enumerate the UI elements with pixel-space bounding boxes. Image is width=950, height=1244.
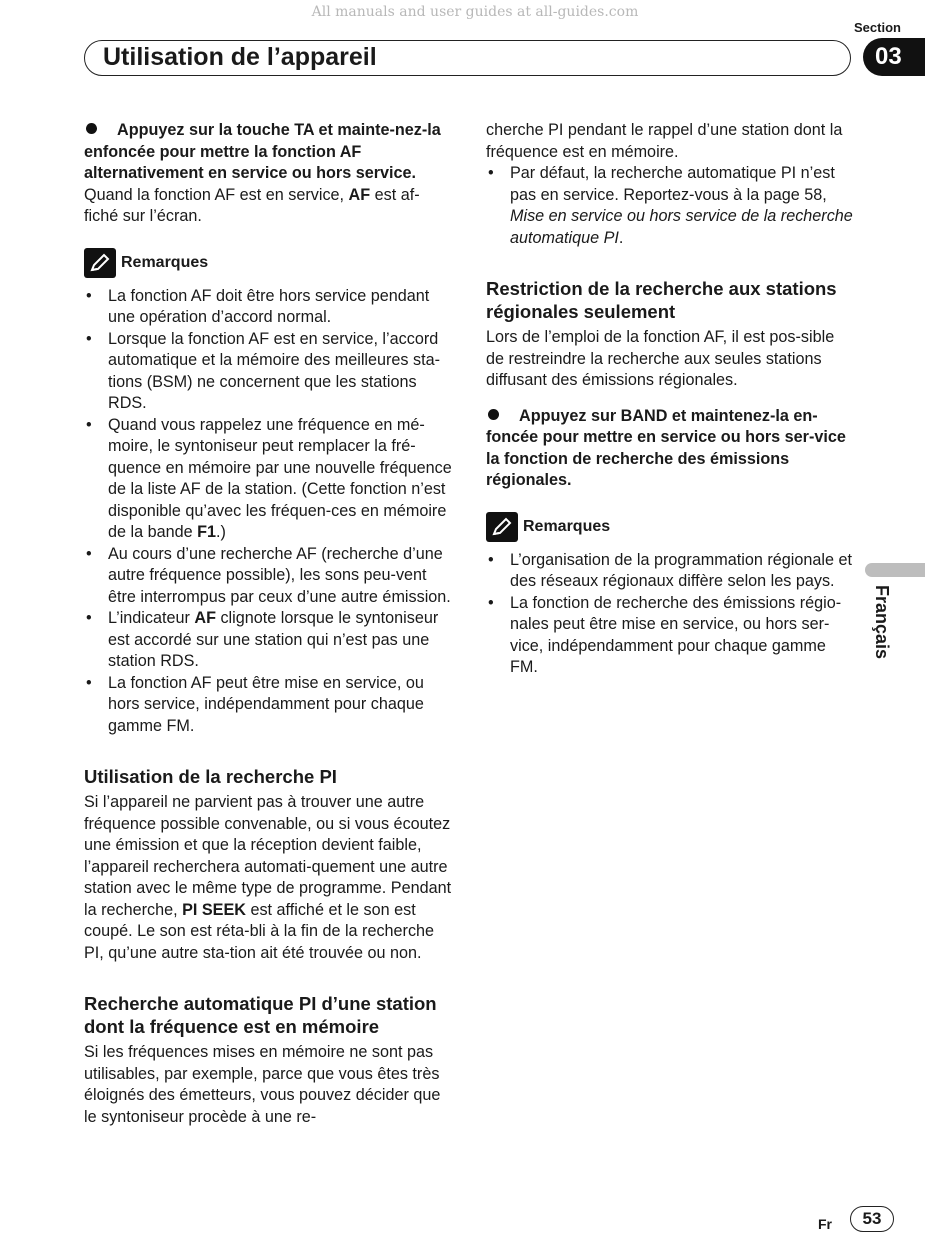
- watermark: All manuals and user guides at all-guides.com: [311, 4, 639, 20]
- default-list: [486, 163, 854, 249]
- right-column: [486, 120, 854, 679]
- heading-auto-pi: Recherche automatique PI d’une station dont la fréquence est en mémoire: [84, 993, 437, 1037]
- list-item: • L’organisation de la programmation régionale et des réseaux régionaux diffère selon les pays.: [486, 550, 854, 593]
- heading-pi-search: Utilisation de la recherche PI: [84, 766, 337, 787]
- chapter-title: Utilisation de l’appareil: [103, 43, 377, 71]
- bullet-dot-icon: [86, 123, 97, 134]
- language-label: Français: [872, 585, 892, 660]
- instruction-lead: Appuyez sur BAND et maintenez-la en-foncée pour mettre en service ou hors ser-vice la fonction de recherche des émissions régionales.: [486, 406, 846, 489]
- remarks-list: [84, 286, 452, 738]
- instruction-lead: Appuyez sur la touche TA et mainte-nez-la enfoncée pour mettre la fonction AF alternativement en service ou hors service.: [84, 121, 441, 182]
- list-item: • La fonction de recherche des émissions régio-nales peut être mise en service, ou hors ser-vice, indépendamment pour chaque gamme FM.: [486, 593, 854, 679]
- list-item: • L’indicateur AF clignote lorsque le syntoniseur est accordé sur une station qui n’est pas une station RDS.: [84, 608, 452, 673]
- list-item: • Lorsque la fonction AF est en service, l’accord automatique et la mémoire des meilleures sta-tions (BSM) ne concernent que les stations RDS.: [84, 329, 452, 415]
- auto-pi-paragraph: Si les fréquences mises en mémoire ne sont pas utilisables, par exemple, parce que vous êtes très éloignés des émetteurs, vous pouvez décider que le syntoniseur procède à une re-: [84, 1043, 441, 1126]
- pi-paragraph: Si l’appareil ne parvient pas à trouver une autre fréquence possible convenable, ou si vous écoutez une émission et que la réception devient faible, l’appareil recherchera automati-quement une autre station avec le même type de programme. Pendant la recherche, PI SEEK est affiché et le son est coupé. Le son est réta-bli à la fin de la recherche PI, qu’une autre sta-tion ait été trouvée ou non.: [84, 793, 452, 962]
- list-item: • Au cours d’une recherche AF (recherche d’une autre fréquence possible), les sons peu-vent être interrompus par ceux d’une autre émission.: [84, 544, 452, 609]
- page-number: 53: [850, 1206, 894, 1232]
- heading-regional: Restriction de la recherche aux stations régionales seulement: [486, 278, 837, 322]
- list-item: • La fonction AF doit être hors service pendant une opération d’accord normal.: [84, 286, 452, 329]
- footer-language: Fr: [818, 1216, 832, 1232]
- list-item: • La fonction AF peut être mise en service, ou hors service, indépendamment pour chaque gamme FM.: [84, 673, 452, 738]
- left-column: [84, 120, 452, 1128]
- regional-paragraph: Lors de l’emploi de la fonction AF, il est pos-sible de restreindre la recherche aux seules stations diffusant des émissions régionales.: [486, 328, 835, 389]
- section-number-badge: 03: [863, 38, 925, 76]
- language-tab: [865, 563, 925, 577]
- remarks-list: [486, 550, 854, 679]
- pencil-note-icon: [84, 248, 116, 278]
- pencil-note-icon: [486, 512, 518, 542]
- continued-paragraph: cherche PI pendant le rappel d’une station dont la fréquence est en mémoire.: [486, 121, 843, 161]
- remarks-heading: Remarques: [486, 512, 854, 542]
- bullet-dot-icon: [488, 409, 499, 420]
- section-label: Section: [854, 20, 901, 35]
- list-item: • Par défaut, la recherche automatique PI n’est pas en service. Reportez-vous à la page 58, Mise en service ou hors service de la recherche automatique PI.: [486, 163, 854, 249]
- instruction-body: Quand la fonction AF est en service, AF est af-fiché sur l’écran.: [84, 185, 420, 225]
- remarks-heading: Remarques: [84, 248, 452, 278]
- chapter-title-bar: [84, 40, 851, 76]
- list-item: • Quand vous rappelez une fréquence en mé-moire, le syntoniseur peut remplacer la fré-quence en mémoire par une nouvelle fréquence de la liste AF de la station. (Cette fonction n’est disponible qu’avec les fréquen-ces en mémoire de la bande F1.): [84, 415, 452, 544]
